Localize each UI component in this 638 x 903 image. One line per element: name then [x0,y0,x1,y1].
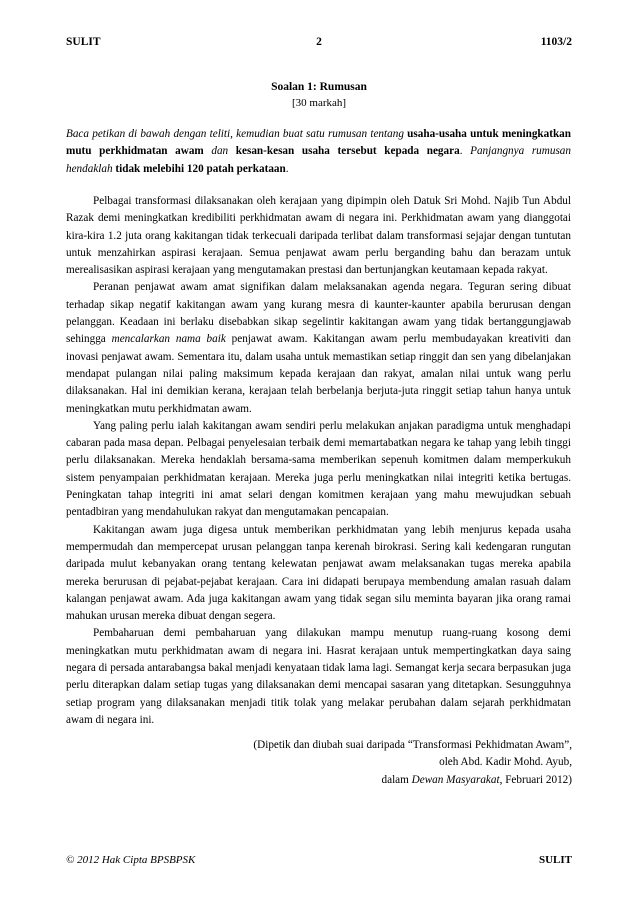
footer-sulit: SULIT [538,854,572,866]
instruction [66,126,571,178]
instruction-text-3: . [459,145,471,158]
instruction-text-1: Baca petikan di bawah dengan teliti, kemudian buat satu rumusan tentang [66,128,408,140]
header-sulit: SULIT [66,36,101,48]
instruction-topic-2: kesan-kesan usaha tersebut kepada negara [235,145,460,158]
source-citation [212,737,572,789]
passage-paragraph-2 [66,279,571,417]
passage-paragraph-4: Kakitangan awam juga digesa untuk memberikan perkhidmatan yang lebih menjurus kepada usaha mempermudah dan mempercepat urusan pelanggan tanpa kerenah birokrasi. Sering kali kedengaran rungutan daripada mulut kebanyakan orang tentang kelewatan penjawat awam melaksanakan tugas mereka apabila mereka berurusan di pejabat-pejabat kerajaan. Cara ini didapati berupaya membendung amalan rasuah dalam kalangan penjawat awam. Ada juga kakitangan awam yang tidak segan silu meminta bayaran jika orang ramai mahukan urusan mereka dibuat dengan segera. [66,523,571,623]
passage-paragraph-5: Pembaharuan demi pembaharuan yang dilakukan mampu menutup ruang-ruang kosong demi meningkatkan mutu perkhidmatan awam di negara ini. Hasrat kerajaan untuk mempertingkatkan daya saing negara di persada antarabangsa bakal menjadi kenyataan tidak lama lagi. Semangat kerja secara berpasukan juga perlu diterapkan dalam setiap tugas yang dilaksanakan demi mencapai sasaran yang ditetapkan. Sesungguhnya setiap program yang dilaksanakan menjadi titik tolak yang melakar perubahan dalam sejarah perkhidmatan awam di negara ini. [66,627,571,726]
passage [66,193,571,729]
instruction-text-5: . [285,162,289,175]
source-line-2: oleh Abd. Kadir Mohd. Ayub, [439,756,572,769]
instruction-text-2: dan [203,145,236,158]
instruction-text-4: Panjangnya rumusan hendaklah [66,145,571,175]
paragraph-2-text-a: Peranan penjawat awam amat signifikan dalam melaksanakan agenda negara. Teguran sering dibuat terhadap sikap negatif kakitangan awam yang kurang mesra di kaunter-kaunter apabila berurusan dengan pelanggan. Keadaan ini berlaku disebabkan sikap segelintir kakitangan awam yang tidak bertanggungjawab sehingga [66,281,571,346]
source-line-3-b: , Februari 2012) [499,773,572,786]
paragraph-2-italic: mencalarkan nama baik [111,333,226,346]
source-publication: Dewan Masyarakat [411,773,500,786]
passage-paragraph-3: Yang paling perlu ialah kakitangan awam sendiri perlu melakukan anjakan paradigma untuk menghadapi cabaran pada masa depan. Pelbagai penyelesaian terbaik demi memartabatkan negara ke tahap yang lebih tinggi perlu dilaksanakan. Mereka hendaklah bersama-sama memberikan sepenuh komitmen dalam memperkukuh sistem penyampaian perkhidmatan kerajaan. Mereka juga perlu meningkatkan nilai integriti ketika bertugas. Peningkatan tahap integriti ini amat selari dengan komitmen kerajaan yang mahu mewujudkan sebuah pentadbiran yang mendahulukan rakyat dan mengutamakan pencapaian. [66,419,571,519]
instruction-word-limit: tidak melebihi 120 patah perkataan [115,162,286,175]
paper-code: 1103/2 [540,36,572,48]
passage-paragraph-1: Pelbagai transformasi dilaksanakan oleh kerajaan yang dipimpin oleh Datuk Sri Mohd. Najib Tun Abdul Razak demi meningkatkan kredibiliti perkhidmatan awam di negara ini. Perkhidmatan awam yang dianggotai kira-kira 1.2 juta orang kakitangan tidak terkecuali daripada terlibat dalam transformasi sejajar dengan tuntutan untuk menzahirkan aspirasi kerajaan. Semua penjawat awam perlu berganding bahu dan berazam untuk merealisasikan aspirasi kerajaan yang mengutamakan prestasi dan bertunjangkan keutamaan kepada rakyat. [66,195,571,277]
page-header [66,36,572,52]
source-line-1: (Dipetik dan diubah suai daripada “Transformasi Pekhidmatan Awam”, [253,739,572,751]
question-marks: [30 markah] [291,97,347,109]
source-line-3 [212,772,572,789]
page-footer [66,854,572,870]
page-number: 2 [316,36,322,48]
paragraph-2-text-b: penjawat awam. Kakitangan awam perlu membudayakan kreativiti dan inovasi penjawat awam. Sementara itu, dalam usaha untuk memastikan setiap ringgit dan sen yang dibelanjakan mendapat pulangan nilai paling maksimum kepada kerajaan dan rakyat, amalan nilai untuk wang perlu dilaksanakan. Hal ini demikian kerana, kerajaan telah berbelanja berjuta-juta ringgit setiap tahun hanya untuk meningkatkan mutu perkhidmatan awam. [66,333,571,415]
source-line-3-a: dalam [381,773,412,786]
copyright: © 2012 Hak Cipta BPSBPSK [66,854,196,866]
instruction-topic-1: usaha-usaha untuk meningkatkan mutu perkhidmatan awam [66,128,571,158]
question-title: Soalan 1: Rumusan [271,81,367,93]
